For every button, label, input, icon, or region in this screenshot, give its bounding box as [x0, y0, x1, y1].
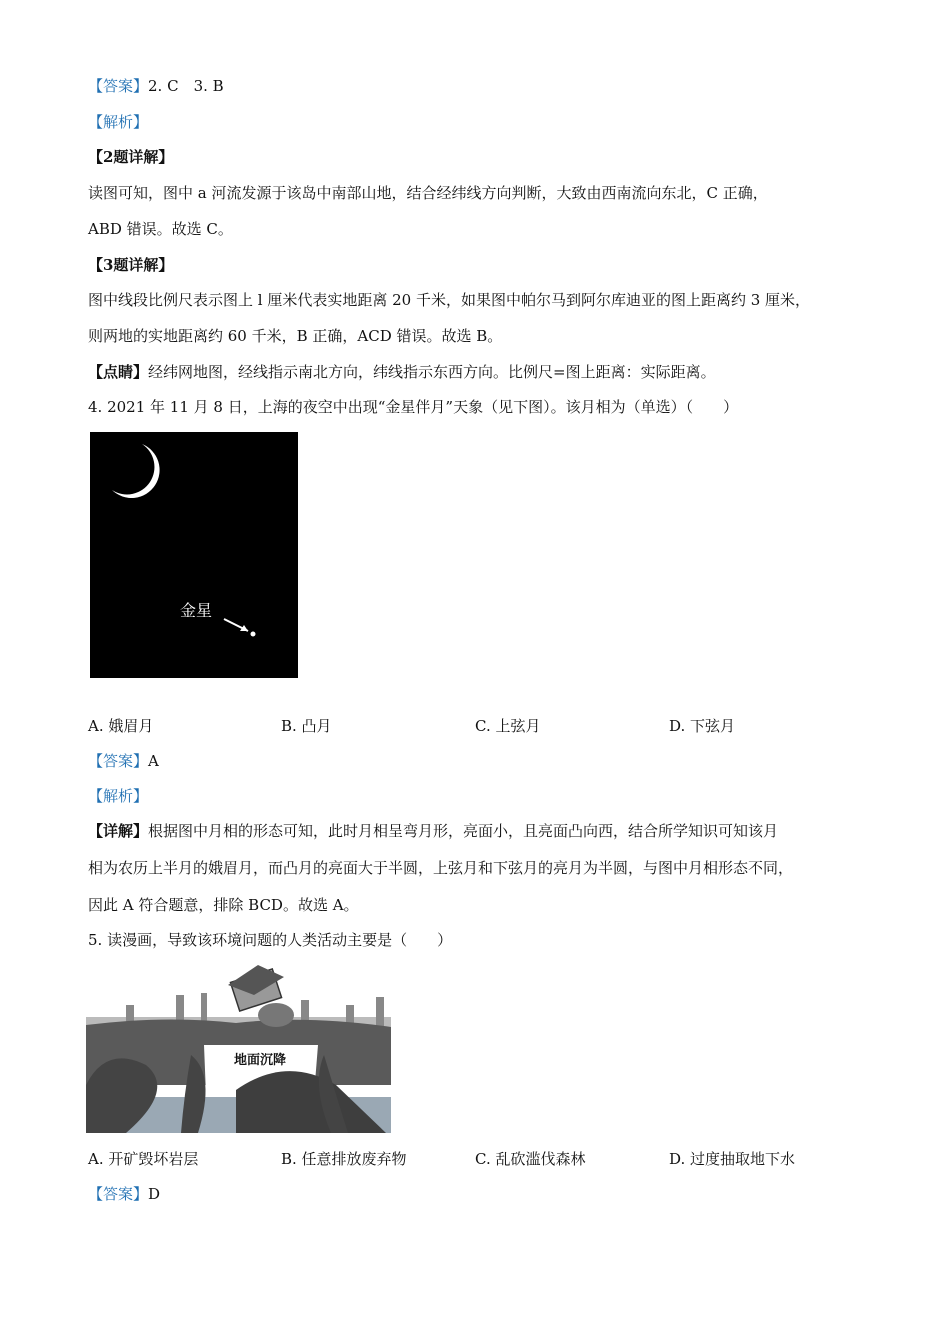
analysis-tag: 【解析】 [88, 113, 149, 131]
q5-option-d: D. 过度抽取地下水 [669, 1150, 796, 1168]
q4-option-d: D. 下弦月 [669, 717, 736, 735]
subsidence-label: 地面沉降 [234, 1053, 287, 1068]
q2-detail-tag: 【2题详解】 [88, 148, 174, 166]
q4-detail-line-2: 相为农历上半月的娥眉月，而凸月的亮面大于半圆，上弦月和下弦月的亮月为半圆，与图中月相形态不同， [88, 859, 794, 877]
q4-option-b: B. 凸月 [281, 717, 332, 735]
q4-detail-tag: 【详解】 [88, 822, 149, 840]
answer-tag: 【答案】 [88, 77, 149, 95]
q4-answer-line [88, 751, 159, 771]
q5-answer-text: D [148, 1185, 161, 1203]
q4-option-a: A. 娥眉月 [88, 717, 154, 735]
tip-line [88, 362, 716, 382]
q4-answer-tag: 【答案】 [88, 752, 149, 770]
answer-line-q2-q3 [88, 76, 224, 96]
q5-option-c: C. 乱砍滥伐森林 [475, 1150, 586, 1168]
moon-venus-illustration [90, 432, 298, 678]
q3-detail-line-2: 则两地的实地距离约 60 千米，B 正确，ACD 错误。故选 B。 [88, 327, 503, 345]
q4-detail-text: 根据图中月相的形态可知，此时月相呈弯月形，亮面小，且亮面凸向西，结合所学知识可知该月 [148, 822, 779, 840]
q5-answer-tag: 【答案】 [88, 1185, 149, 1203]
q3-detail-line-1: 图中线段比例尺表示图上 l 厘米代表实地距离 20 千米，如果图中帕尔马到阿尔库迪亚的图上距离约 3 厘米， [88, 291, 811, 309]
q3-detail-tag: 【3题详解】 [88, 256, 174, 274]
q5-answer-line [88, 1184, 160, 1204]
venus-label: 金星 [180, 601, 213, 620]
q4-analysis-tag: 【解析】 [88, 787, 149, 805]
venus-dot-icon [251, 632, 256, 637]
q5-option-b: B. 任意排放废弃物 [281, 1150, 407, 1168]
moon-venus-figure [90, 432, 298, 678]
q4-option-c: C. 上弦月 [475, 717, 541, 735]
q4-detail-line-3: 因此 A 符合题意，排除 BCD。故选 A。 [88, 896, 359, 914]
q2-detail-line-1: 读图可知，图中 a 河流发源于该岛中南部山地，结合经纬线方向判断，大致由西南流向东北，C 正确， [88, 184, 768, 202]
q5-option-a: A. 开矿毁坏岩层 [88, 1150, 199, 1168]
q4-answer-text: A [148, 752, 159, 770]
q4-detail-line-1 [88, 821, 778, 841]
answer-text: 2. C 3. B [148, 77, 224, 95]
tip-tag: 【点睛】 [88, 363, 149, 381]
q5-stem: 5. 读漫画，导致该环境问题的人类活动主要是（ ） [88, 931, 453, 949]
land-subsidence-cartoon [86, 965, 391, 1133]
tip-text: 经纬网地图，经线指示南北方向，纬线指示东西方向。比例尺=图上距离：实际距离。 [148, 363, 716, 381]
q2-detail-line-2: ABD 错误。故选 C。 [88, 220, 233, 238]
q4-stem: 4. 2021 年 11 月 8 日，上海的夜空中出现“金星伴月”天象（见下图）。该月相为（单选）（ ） [88, 398, 739, 416]
